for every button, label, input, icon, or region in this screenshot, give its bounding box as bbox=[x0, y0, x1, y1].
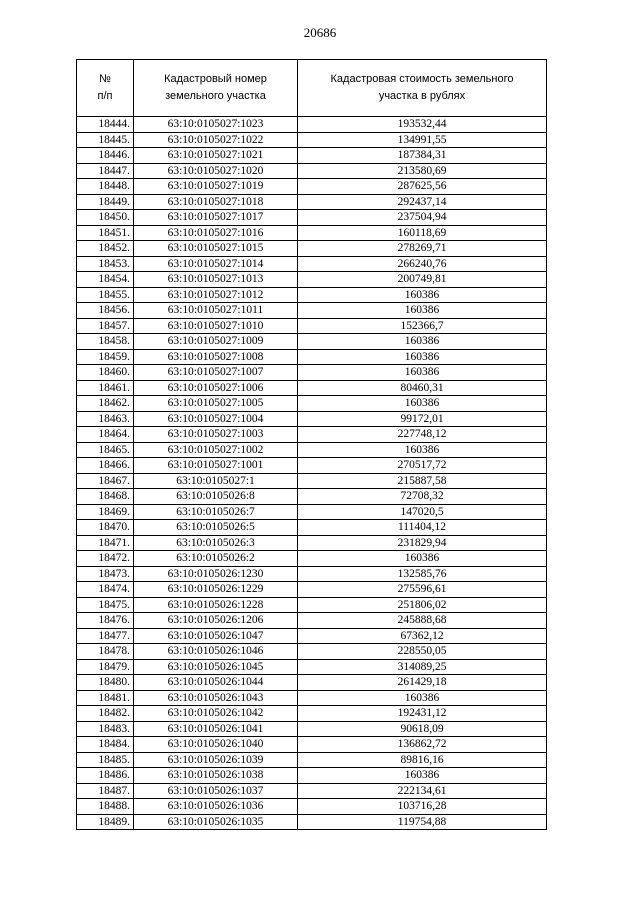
cadastral-value-cell: 103716,28 bbox=[298, 799, 547, 815]
cadastral-number-cell: 63:10:0105027:1023 bbox=[134, 117, 298, 133]
row-number-cell: 18485. bbox=[77, 752, 134, 768]
row-number-cell: 18461. bbox=[77, 380, 134, 396]
table-row bbox=[77, 706, 547, 722]
row-number-cell: 18475. bbox=[77, 597, 134, 613]
table-row bbox=[77, 411, 547, 427]
row-number-cell: 18449. bbox=[77, 194, 134, 210]
row-number-cell: 18488. bbox=[77, 799, 134, 815]
row-number-cell: 18472. bbox=[77, 551, 134, 567]
row-number-cell: 18455. bbox=[77, 287, 134, 303]
header-value-line-1: Кадастровая стоимость земельного bbox=[330, 73, 514, 85]
cadastral-number-cell: 63:10:0105027:1002 bbox=[134, 442, 298, 458]
row-number-cell: 18457. bbox=[77, 318, 134, 334]
table-row bbox=[77, 241, 547, 257]
cadastral-value-cell: 227748,12 bbox=[298, 427, 547, 443]
cadastral-number-cell: 63:10:0105026:1036 bbox=[134, 799, 298, 815]
row-number-cell: 18482. bbox=[77, 706, 134, 722]
cadastral-number-cell: 63:10:0105027:1004 bbox=[134, 411, 298, 427]
cadastral-table-container bbox=[76, 59, 546, 830]
header-number-line-1: № bbox=[99, 73, 111, 85]
row-number-cell: 18451. bbox=[77, 225, 134, 241]
header-number-line-2: п/п bbox=[97, 90, 113, 102]
table-row bbox=[77, 458, 547, 474]
cadastral-number-cell: 63:10:0105026:1206 bbox=[134, 613, 298, 629]
row-number-cell: 18448. bbox=[77, 179, 134, 195]
table-row bbox=[77, 597, 547, 613]
cadastral-number-cell: 63:10:0105026:1046 bbox=[134, 644, 298, 660]
row-number-cell: 18445. bbox=[77, 132, 134, 148]
cadastral-number-cell: 63:10:0105027:1017 bbox=[134, 210, 298, 226]
table-row bbox=[77, 303, 547, 319]
cadastral-value-cell: 160118,69 bbox=[298, 225, 547, 241]
cadastral-value-cell: 134991,55 bbox=[298, 132, 547, 148]
cadastral-value-cell: 99172,01 bbox=[298, 411, 547, 427]
table-row bbox=[77, 194, 547, 210]
cadastral-value-cell: 72708,32 bbox=[298, 489, 547, 505]
header-number bbox=[77, 60, 134, 117]
cadastral-value-cell: 90618,09 bbox=[298, 721, 547, 737]
row-number-cell: 18468. bbox=[77, 489, 134, 505]
cadastral-value-cell: 314089,25 bbox=[298, 659, 547, 675]
row-number-cell: 18484. bbox=[77, 737, 134, 753]
cadastral-number-cell: 63:10:0105027:1009 bbox=[134, 334, 298, 350]
cadastral-number-cell: 63:10:0105027:1013 bbox=[134, 272, 298, 288]
table-row bbox=[77, 442, 547, 458]
row-number-cell: 18487. bbox=[77, 783, 134, 799]
cadastral-value-cell: 287625,56 bbox=[298, 179, 547, 195]
cadastral-number-cell: 63:10:0105027:1011 bbox=[134, 303, 298, 319]
table-row bbox=[77, 256, 547, 272]
cadastral-value-cell: 292437,14 bbox=[298, 194, 547, 210]
table-row bbox=[77, 473, 547, 489]
row-number-cell: 18465. bbox=[77, 442, 134, 458]
table-row bbox=[77, 334, 547, 350]
header-cadastral-line-2: земельного участка bbox=[165, 90, 266, 102]
cadastral-value-cell: 160386 bbox=[298, 287, 547, 303]
table-row bbox=[77, 799, 547, 815]
cadastral-value-cell: 200749,81 bbox=[298, 272, 547, 288]
cadastral-number-cell: 63:10:0105026:7 bbox=[134, 504, 298, 520]
cadastral-number-cell: 63:10:0105026:1037 bbox=[134, 783, 298, 799]
cadastral-value-cell: 213580,69 bbox=[298, 163, 547, 179]
cadastral-number-cell: 63:10:0105026:1229 bbox=[134, 582, 298, 598]
header-cadastral-value bbox=[298, 60, 547, 117]
cadastral-value-cell: 187384,31 bbox=[298, 148, 547, 164]
cadastral-value-cell: 132585,76 bbox=[298, 566, 547, 582]
cadastral-number-cell: 63:10:0105026:1039 bbox=[134, 752, 298, 768]
table-body bbox=[77, 117, 547, 830]
table-row bbox=[77, 675, 547, 691]
header-cadastral-line-1: Кадастровый номер bbox=[164, 73, 267, 85]
cadastral-number-cell: 63:10:0105027:1016 bbox=[134, 225, 298, 241]
cadastral-value-cell: 160386 bbox=[298, 303, 547, 319]
row-number-cell: 18446. bbox=[77, 148, 134, 164]
row-number-cell: 18454. bbox=[77, 272, 134, 288]
row-number-cell: 18469. bbox=[77, 504, 134, 520]
table-row bbox=[77, 272, 547, 288]
cadastral-number-cell: 63:10:0105026:1042 bbox=[134, 706, 298, 722]
cadastral-value-cell: 270517,72 bbox=[298, 458, 547, 474]
row-number-cell: 18476. bbox=[77, 613, 134, 629]
row-number-cell: 18447. bbox=[77, 163, 134, 179]
table-header bbox=[77, 60, 547, 117]
cadastral-number-cell: 63:10:0105027:1020 bbox=[134, 163, 298, 179]
cadastral-value-cell: 215887,58 bbox=[298, 473, 547, 489]
cadastral-value-cell: 231829,94 bbox=[298, 535, 547, 551]
table-row bbox=[77, 659, 547, 675]
table-row bbox=[77, 613, 547, 629]
table-row bbox=[77, 690, 547, 706]
cadastral-value-cell: 160386 bbox=[298, 334, 547, 350]
row-number-cell: 18456. bbox=[77, 303, 134, 319]
row-number-cell: 18489. bbox=[77, 814, 134, 830]
table-row bbox=[77, 566, 547, 582]
cadastral-value-cell: 193532,44 bbox=[298, 117, 547, 133]
row-number-cell: 18470. bbox=[77, 520, 134, 536]
row-number-cell: 18486. bbox=[77, 768, 134, 784]
cadastral-value-cell: 147020,5 bbox=[298, 504, 547, 520]
table-row bbox=[77, 318, 547, 334]
row-number-cell: 18478. bbox=[77, 644, 134, 660]
cadastral-value-cell: 152366,7 bbox=[298, 318, 547, 334]
table-row bbox=[77, 721, 547, 737]
cadastral-number-cell: 63:10:0105026:1038 bbox=[134, 768, 298, 784]
cadastral-number-cell: 63:10:0105026:1230 bbox=[134, 566, 298, 582]
cadastral-value-cell: 89816,16 bbox=[298, 752, 547, 768]
cadastral-value-cell: 266240,76 bbox=[298, 256, 547, 272]
table-row bbox=[77, 287, 547, 303]
cadastral-number-cell: 63:10:0105026:5 bbox=[134, 520, 298, 536]
table-row bbox=[77, 520, 547, 536]
cadastral-value-cell: 228550,05 bbox=[298, 644, 547, 660]
row-number-cell: 18483. bbox=[77, 721, 134, 737]
cadastral-number-cell: 63:10:0105026:1041 bbox=[134, 721, 298, 737]
row-number-cell: 18477. bbox=[77, 628, 134, 644]
cadastral-number-cell: 63:10:0105026:1040 bbox=[134, 737, 298, 753]
cadastral-number-cell: 63:10:0105027:1001 bbox=[134, 458, 298, 474]
cadastral-value-cell: 160386 bbox=[298, 768, 547, 784]
row-number-cell: 18460. bbox=[77, 365, 134, 381]
cadastral-number-cell: 63:10:0105027:1021 bbox=[134, 148, 298, 164]
cadastral-value-cell: 245888,68 bbox=[298, 613, 547, 629]
cadastral-value-cell: 136862,72 bbox=[298, 737, 547, 753]
table-row bbox=[77, 132, 547, 148]
cadastral-value-cell: 160386 bbox=[298, 365, 547, 381]
cadastral-value-cell: 192431,12 bbox=[298, 706, 547, 722]
row-number-cell: 18480. bbox=[77, 675, 134, 691]
table-header-row bbox=[77, 60, 547, 117]
cadastral-value-cell: 251806,02 bbox=[298, 597, 547, 613]
cadastral-value-cell: 119754,88 bbox=[298, 814, 547, 830]
row-number-cell: 18444. bbox=[77, 117, 134, 133]
table-row bbox=[77, 427, 547, 443]
cadastral-number-cell: 63:10:0105027:1006 bbox=[134, 380, 298, 396]
table-row bbox=[77, 380, 547, 396]
cadastral-number-cell: 63:10:0105026:1043 bbox=[134, 690, 298, 706]
table-row bbox=[77, 582, 547, 598]
cadastral-value-cell: 67362,12 bbox=[298, 628, 547, 644]
cadastral-value-cell: 261429,18 bbox=[298, 675, 547, 691]
table-row bbox=[77, 365, 547, 381]
header-cadastral-number bbox=[134, 60, 298, 117]
table-row bbox=[77, 179, 547, 195]
row-number-cell: 18464. bbox=[77, 427, 134, 443]
row-number-cell: 18466. bbox=[77, 458, 134, 474]
cadastral-value-cell: 160386 bbox=[298, 551, 547, 567]
page-number: 20686 bbox=[303, 25, 337, 40]
cadastral-number-cell: 63:10:0105026:2 bbox=[134, 551, 298, 567]
cadastral-value-cell: 160386 bbox=[298, 690, 547, 706]
row-number-cell: 18462. bbox=[77, 396, 134, 412]
table-row bbox=[77, 117, 547, 133]
row-number-cell: 18474. bbox=[77, 582, 134, 598]
row-number-cell: 18471. bbox=[77, 535, 134, 551]
table-row bbox=[77, 504, 547, 520]
cadastral-number-cell: 63:10:0105026:1044 bbox=[134, 675, 298, 691]
row-number-cell: 18467. bbox=[77, 473, 134, 489]
cadastral-number-cell: 63:10:0105026:1228 bbox=[134, 597, 298, 613]
cadastral-value-cell: 275596,61 bbox=[298, 582, 547, 598]
row-number-cell: 18459. bbox=[77, 349, 134, 365]
cadastral-number-cell: 63:10:0105027:1 bbox=[134, 473, 298, 489]
row-number-cell: 18473. bbox=[77, 566, 134, 582]
cadastral-value-cell: 160386 bbox=[298, 396, 547, 412]
cadastral-value-table bbox=[76, 59, 547, 830]
cadastral-value-cell: 222134,61 bbox=[298, 783, 547, 799]
cadastral-number-cell: 63:10:0105027:1014 bbox=[134, 256, 298, 272]
cadastral-value-cell: 160386 bbox=[298, 349, 547, 365]
cadastral-number-cell: 63:10:0105027:1003 bbox=[134, 427, 298, 443]
cadastral-value-cell: 160386 bbox=[298, 442, 547, 458]
cadastral-number-cell: 63:10:0105027:1012 bbox=[134, 287, 298, 303]
table-row bbox=[77, 396, 547, 412]
cadastral-number-cell: 63:10:0105027:1008 bbox=[134, 349, 298, 365]
cadastral-number-cell: 63:10:0105026:1047 bbox=[134, 628, 298, 644]
cadastral-number-cell: 63:10:0105026:1045 bbox=[134, 659, 298, 675]
table-row bbox=[77, 535, 547, 551]
cadastral-value-cell: 80460,31 bbox=[298, 380, 547, 396]
row-number-cell: 18453. bbox=[77, 256, 134, 272]
table-row bbox=[77, 551, 547, 567]
table-row bbox=[77, 628, 547, 644]
table-row bbox=[77, 489, 547, 505]
cadastral-number-cell: 63:10:0105027:1018 bbox=[134, 194, 298, 210]
cadastral-number-cell: 63:10:0105027:1015 bbox=[134, 241, 298, 257]
table-row bbox=[77, 148, 547, 164]
row-number-cell: 18463. bbox=[77, 411, 134, 427]
header-value-line-2: участка в рублях bbox=[378, 90, 466, 102]
row-number-cell: 18458. bbox=[77, 334, 134, 350]
cadastral-number-cell: 63:10:0105027:1010 bbox=[134, 318, 298, 334]
table-row bbox=[77, 768, 547, 784]
cadastral-number-cell: 63:10:0105027:1007 bbox=[134, 365, 298, 381]
table-row bbox=[77, 225, 547, 241]
table-row bbox=[77, 737, 547, 753]
cadastral-number-cell: 63:10:0105026:8 bbox=[134, 489, 298, 505]
row-number-cell: 18479. bbox=[77, 659, 134, 675]
table-row bbox=[77, 163, 547, 179]
table-row bbox=[77, 210, 547, 226]
cadastral-value-cell: 278269,71 bbox=[298, 241, 547, 257]
cadastral-number-cell: 63:10:0105026:3 bbox=[134, 535, 298, 551]
cadastral-number-cell: 63:10:0105027:1022 bbox=[134, 132, 298, 148]
cadastral-number-cell: 63:10:0105026:1035 bbox=[134, 814, 298, 830]
row-number-cell: 18450. bbox=[77, 210, 134, 226]
table-row bbox=[77, 349, 547, 365]
cadastral-number-cell: 63:10:0105027:1019 bbox=[134, 179, 298, 195]
table-row bbox=[77, 644, 547, 660]
table-row bbox=[77, 752, 547, 768]
row-number-cell: 18481. bbox=[77, 690, 134, 706]
cadastral-value-cell: 237504,94 bbox=[298, 210, 547, 226]
table-row bbox=[77, 783, 547, 799]
cadastral-number-cell: 63:10:0105027:1005 bbox=[134, 396, 298, 412]
row-number-cell: 18452. bbox=[77, 241, 134, 257]
table-row bbox=[77, 814, 547, 830]
cadastral-value-cell: 111404,12 bbox=[298, 520, 547, 536]
